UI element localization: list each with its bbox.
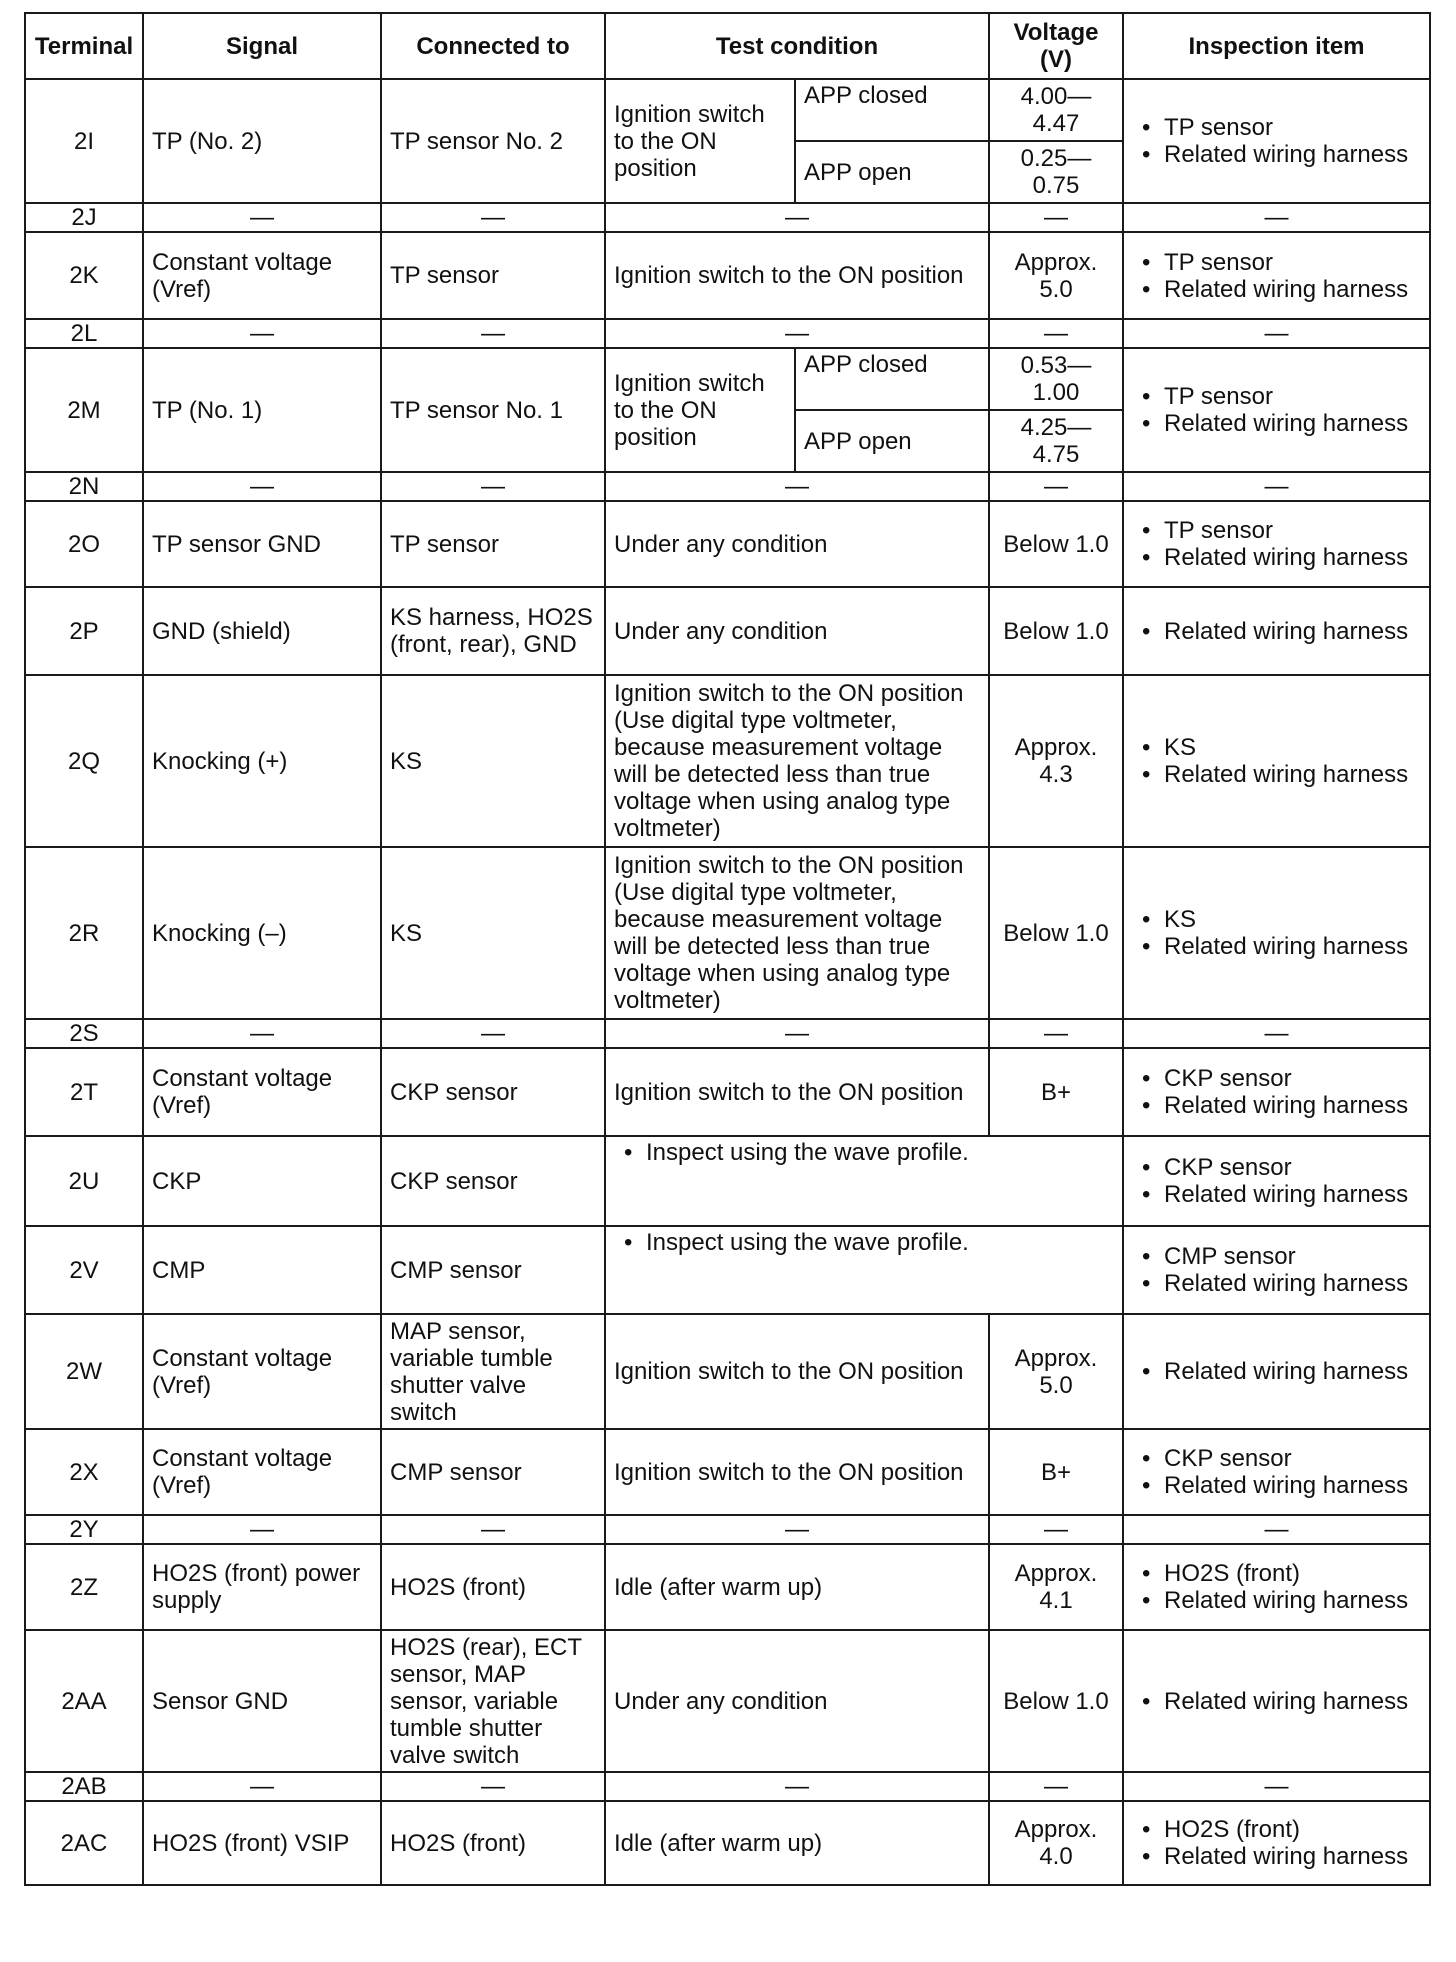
terminal-cell: 2N	[25, 472, 143, 501]
dash-cell: —	[989, 1772, 1123, 1801]
signal-cell: TP (No. 2)	[143, 79, 381, 203]
inspection-item: • Related wiring harness	[1136, 544, 1421, 571]
inspection-list	[1132, 1560, 1421, 1614]
header-voltage: Voltage (V)	[989, 13, 1123, 79]
table-row	[25, 1801, 1430, 1885]
inspection-item: • Related wiring harness	[1136, 1688, 1421, 1715]
connected-cell: TP sensor	[381, 232, 605, 319]
voltage-cell: 0.53—1.00	[989, 348, 1123, 410]
inspection-cell	[1123, 1314, 1430, 1429]
inspection-list	[1132, 618, 1421, 645]
inspection-cell	[1123, 348, 1430, 472]
inspection-cell	[1123, 1630, 1430, 1772]
signal-cell: Knocking (–)	[143, 847, 381, 1019]
condition-cell: Ignition switch to the ON position (Use digital type voltmeter, because measurement voltage will be detected less than true voltage when using analog type voltmeter)	[605, 675, 989, 847]
table-row	[25, 79, 1430, 141]
dash-cell: —	[1123, 472, 1430, 501]
condition-cell: Under any condition	[605, 501, 989, 587]
inspection-cell	[1123, 587, 1430, 675]
terminal-cell: 2M	[25, 348, 143, 472]
inspection-item: • Related wiring harness	[1136, 410, 1421, 437]
inspection-item: • TP sensor	[1136, 249, 1421, 276]
voltage-cell: Approx. 5.0	[989, 232, 1123, 319]
table-row	[25, 847, 1430, 1019]
inspection-list	[1132, 1445, 1421, 1499]
terminal-cell: 2L	[25, 319, 143, 348]
table-row	[25, 232, 1430, 319]
table-row	[25, 501, 1430, 587]
inspection-cell	[1123, 1544, 1430, 1630]
terminal-cell: 2V	[25, 1226, 143, 1314]
connected-cell: HO2S (front)	[381, 1801, 605, 1885]
table-row	[25, 1772, 1430, 1801]
inspection-list	[1132, 1065, 1421, 1119]
inspection-item: • Related wiring harness	[1136, 761, 1421, 788]
inspection-item: • Related wiring harness	[1136, 1358, 1421, 1385]
inspection-item: • HO2S (front)	[1136, 1560, 1421, 1587]
connected-cell: CKP sensor	[381, 1048, 605, 1136]
sub-condition-cell: APP open	[795, 141, 989, 203]
inspection-list	[1132, 517, 1421, 571]
inspection-cell	[1123, 1226, 1430, 1314]
table-row	[25, 1515, 1430, 1544]
inspection-list	[1132, 906, 1421, 960]
table-row	[25, 472, 1430, 501]
dash-cell: —	[605, 1515, 989, 1544]
terminal-cell: 2AA	[25, 1630, 143, 1772]
signal-cell: GND (shield)	[143, 587, 381, 675]
voltage-cell: B+	[989, 1429, 1123, 1515]
terminal-inspection-table	[24, 12, 1431, 1886]
inspection-item: • Related wiring harness	[1136, 276, 1421, 303]
terminal-cell: 2P	[25, 587, 143, 675]
inspection-list	[1132, 1154, 1421, 1208]
signal-cell: Constant voltage (Vref)	[143, 1429, 381, 1515]
inspection-list	[1132, 249, 1421, 303]
inspection-item: • CKP sensor	[1136, 1154, 1421, 1181]
dash-cell: —	[1123, 1019, 1430, 1048]
signal-cell: HO2S (front) VSIP	[143, 1801, 381, 1885]
signal-cell: CKP	[143, 1136, 381, 1226]
header-signal: Signal	[143, 13, 381, 79]
inspection-item: • CKP sensor	[1136, 1445, 1421, 1472]
condition-item: • Inspect using the wave profile.	[618, 1229, 1114, 1256]
inspection-cell	[1123, 1048, 1430, 1136]
inspection-item: • CMP sensor	[1136, 1243, 1421, 1270]
dash-cell: —	[381, 1772, 605, 1801]
inspection-list	[1132, 383, 1421, 437]
header-terminal: Terminal	[25, 13, 143, 79]
terminal-cell: 2T	[25, 1048, 143, 1136]
inspection-item: • KS	[1136, 734, 1421, 761]
sub-condition-cell: APP closed	[795, 79, 989, 141]
dash-cell: —	[1123, 1772, 1430, 1801]
condition-list	[614, 1229, 1114, 1256]
dash-cell: —	[605, 203, 989, 232]
table-row	[25, 1429, 1430, 1515]
connected-cell: TP sensor No. 2	[381, 79, 605, 203]
connected-cell: HO2S (rear), ECT sensor, MAP sensor, variable tumble shutter valve switch	[381, 1630, 605, 1772]
condition-cell: Idle (after warm up)	[605, 1801, 989, 1885]
dash-cell: —	[381, 472, 605, 501]
sub-condition-cell: APP open	[795, 410, 989, 472]
signal-cell: HO2S (front) power supply	[143, 1544, 381, 1630]
header-test-condition: Test condition	[605, 13, 989, 79]
dash-cell: —	[605, 319, 989, 348]
dash-cell: —	[989, 203, 1123, 232]
inspection-item: • Related wiring harness	[1136, 933, 1421, 960]
inspection-item: • KS	[1136, 906, 1421, 933]
voltage-cell: Approx. 4.3	[989, 675, 1123, 847]
dash-cell: —	[605, 472, 989, 501]
signal-cell: Sensor GND	[143, 1630, 381, 1772]
dash-cell: —	[381, 1515, 605, 1544]
voltage-cell: Below 1.0	[989, 587, 1123, 675]
inspection-item: • CKP sensor	[1136, 1065, 1421, 1092]
signal-cell: Constant voltage (Vref)	[143, 1048, 381, 1136]
condition-cell: Ignition switch to the ON position	[605, 232, 989, 319]
inspection-item: • Related wiring harness	[1136, 618, 1421, 645]
inspection-item: • TP sensor	[1136, 114, 1421, 141]
inspection-list	[1132, 734, 1421, 788]
table-row	[25, 348, 1430, 410]
dash-cell: —	[381, 203, 605, 232]
sub-condition-cell: APP closed	[795, 348, 989, 410]
condition-cell	[605, 1226, 1123, 1314]
terminal-cell: 2I	[25, 79, 143, 203]
connected-cell: CKP sensor	[381, 1136, 605, 1226]
inspection-item: • Related wiring harness	[1136, 1181, 1421, 1208]
terminal-cell: 2O	[25, 501, 143, 587]
terminal-cell: 2K	[25, 232, 143, 319]
inspection-item: • Related wiring harness	[1136, 1843, 1421, 1870]
voltage-cell: Below 1.0	[989, 847, 1123, 1019]
condition-cell: Ignition switch to the ON position	[605, 79, 795, 203]
inspection-cell	[1123, 232, 1430, 319]
terminal-cell: 2X	[25, 1429, 143, 1515]
terminal-cell: 2R	[25, 847, 143, 1019]
signal-cell: TP sensor GND	[143, 501, 381, 587]
table-row	[25, 1019, 1430, 1048]
inspection-item: • Related wiring harness	[1136, 141, 1421, 168]
table-row	[25, 675, 1430, 847]
inspection-list	[1132, 1688, 1421, 1715]
dash-cell: —	[605, 1772, 989, 1801]
table-row	[25, 1136, 1430, 1226]
voltage-cell: Below 1.0	[989, 501, 1123, 587]
dash-cell: —	[143, 1515, 381, 1544]
table-row	[25, 1630, 1430, 1772]
connected-cell: KS	[381, 847, 605, 1019]
header-inspection-item: Inspection item	[1123, 13, 1430, 79]
inspection-item: • Related wiring harness	[1136, 1587, 1421, 1614]
connected-cell: KS harness, HO2S (front, rear), GND	[381, 587, 605, 675]
terminal-cell: 2Q	[25, 675, 143, 847]
condition-cell: Ignition switch to the ON position	[605, 1314, 989, 1429]
dash-cell: —	[989, 1019, 1123, 1048]
voltage-cell: Below 1.0	[989, 1630, 1123, 1772]
table-row	[25, 1314, 1430, 1429]
signal-cell: Constant voltage (Vref)	[143, 1314, 381, 1429]
terminal-cell: 2Y	[25, 1515, 143, 1544]
inspection-item: • TP sensor	[1136, 517, 1421, 544]
connected-cell: CMP sensor	[381, 1429, 605, 1515]
condition-cell: Ignition switch to the ON position	[605, 1048, 989, 1136]
inspection-item: • HO2S (front)	[1136, 1816, 1421, 1843]
terminal-cell: 2S	[25, 1019, 143, 1048]
condition-cell: Ignition switch to the ON position	[605, 348, 795, 472]
connected-cell: KS	[381, 675, 605, 847]
voltage-cell: 4.00—4.47	[989, 79, 1123, 141]
table-row	[25, 319, 1430, 348]
dash-cell: —	[1123, 319, 1430, 348]
table-row	[25, 1048, 1430, 1136]
dash-cell: —	[1123, 1515, 1430, 1544]
dash-cell: —	[989, 472, 1123, 501]
inspection-cell	[1123, 501, 1430, 587]
inspection-list	[1132, 114, 1421, 168]
terminal-cell: 2U	[25, 1136, 143, 1226]
condition-cell: Ignition switch to the ON position	[605, 1429, 989, 1515]
dash-cell: —	[143, 203, 381, 232]
voltage-cell: Approx. 5.0	[989, 1314, 1123, 1429]
condition-item: • Inspect using the wave profile.	[618, 1139, 1114, 1166]
connected-cell: TP sensor No. 1	[381, 348, 605, 472]
inspection-list	[1132, 1816, 1421, 1870]
terminal-cell: 2Z	[25, 1544, 143, 1630]
condition-cell: Under any condition	[605, 1630, 989, 1772]
header-row	[25, 13, 1430, 79]
voltage-cell: 0.25—0.75	[989, 141, 1123, 203]
dash-cell: —	[605, 1019, 989, 1048]
terminal-cell: 2W	[25, 1314, 143, 1429]
voltage-cell: Approx. 4.1	[989, 1544, 1123, 1630]
dash-cell: —	[143, 472, 381, 501]
connected-cell: CMP sensor	[381, 1226, 605, 1314]
terminal-table-sheet	[24, 12, 1431, 1886]
inspection-list	[1132, 1358, 1421, 1385]
inspection-cell	[1123, 1429, 1430, 1515]
condition-cell: Ignition switch to the ON position (Use digital type voltmeter, because measurement voltage will be detected less than true voltage when using analog type voltmeter)	[605, 847, 989, 1019]
inspection-cell	[1123, 1136, 1430, 1226]
dash-cell: —	[381, 1019, 605, 1048]
dash-cell: —	[989, 1515, 1123, 1544]
condition-cell: Idle (after warm up)	[605, 1544, 989, 1630]
condition-cell	[605, 1136, 1123, 1226]
voltage-cell: 4.25—4.75	[989, 410, 1123, 472]
signal-cell: CMP	[143, 1226, 381, 1314]
inspection-item: • Related wiring harness	[1136, 1270, 1421, 1297]
table-row	[25, 1226, 1430, 1314]
voltage-cell: B+	[989, 1048, 1123, 1136]
dash-cell: —	[143, 1772, 381, 1801]
connected-cell: TP sensor	[381, 501, 605, 587]
signal-cell: Knocking (+)	[143, 675, 381, 847]
condition-cell: Under any condition	[605, 587, 989, 675]
terminal-cell: 2AB	[25, 1772, 143, 1801]
terminal-cell: 2J	[25, 203, 143, 232]
connected-cell: MAP sensor, variable tumble shutter valve switch	[381, 1314, 605, 1429]
table-row	[25, 1544, 1430, 1630]
condition-list	[614, 1139, 1114, 1166]
header-connected-to: Connected to	[381, 13, 605, 79]
inspection-item: • TP sensor	[1136, 383, 1421, 410]
terminal-cell: 2AC	[25, 1801, 143, 1885]
inspection-item: • Related wiring harness	[1136, 1472, 1421, 1499]
dash-cell: —	[381, 319, 605, 348]
inspection-item: • Related wiring harness	[1136, 1092, 1421, 1119]
inspection-cell	[1123, 675, 1430, 847]
inspection-cell	[1123, 847, 1430, 1019]
signal-cell: TP (No. 1)	[143, 348, 381, 472]
inspection-cell	[1123, 1801, 1430, 1885]
dash-cell: —	[143, 1019, 381, 1048]
connected-cell: HO2S (front)	[381, 1544, 605, 1630]
dash-cell: —	[1123, 203, 1430, 232]
inspection-list	[1132, 1243, 1421, 1297]
table-row	[25, 203, 1430, 232]
signal-cell: Constant voltage (Vref)	[143, 232, 381, 319]
inspection-cell	[1123, 79, 1430, 203]
dash-cell: —	[143, 319, 381, 348]
dash-cell: —	[989, 319, 1123, 348]
table-row	[25, 587, 1430, 675]
voltage-cell: Approx. 4.0	[989, 1801, 1123, 1885]
